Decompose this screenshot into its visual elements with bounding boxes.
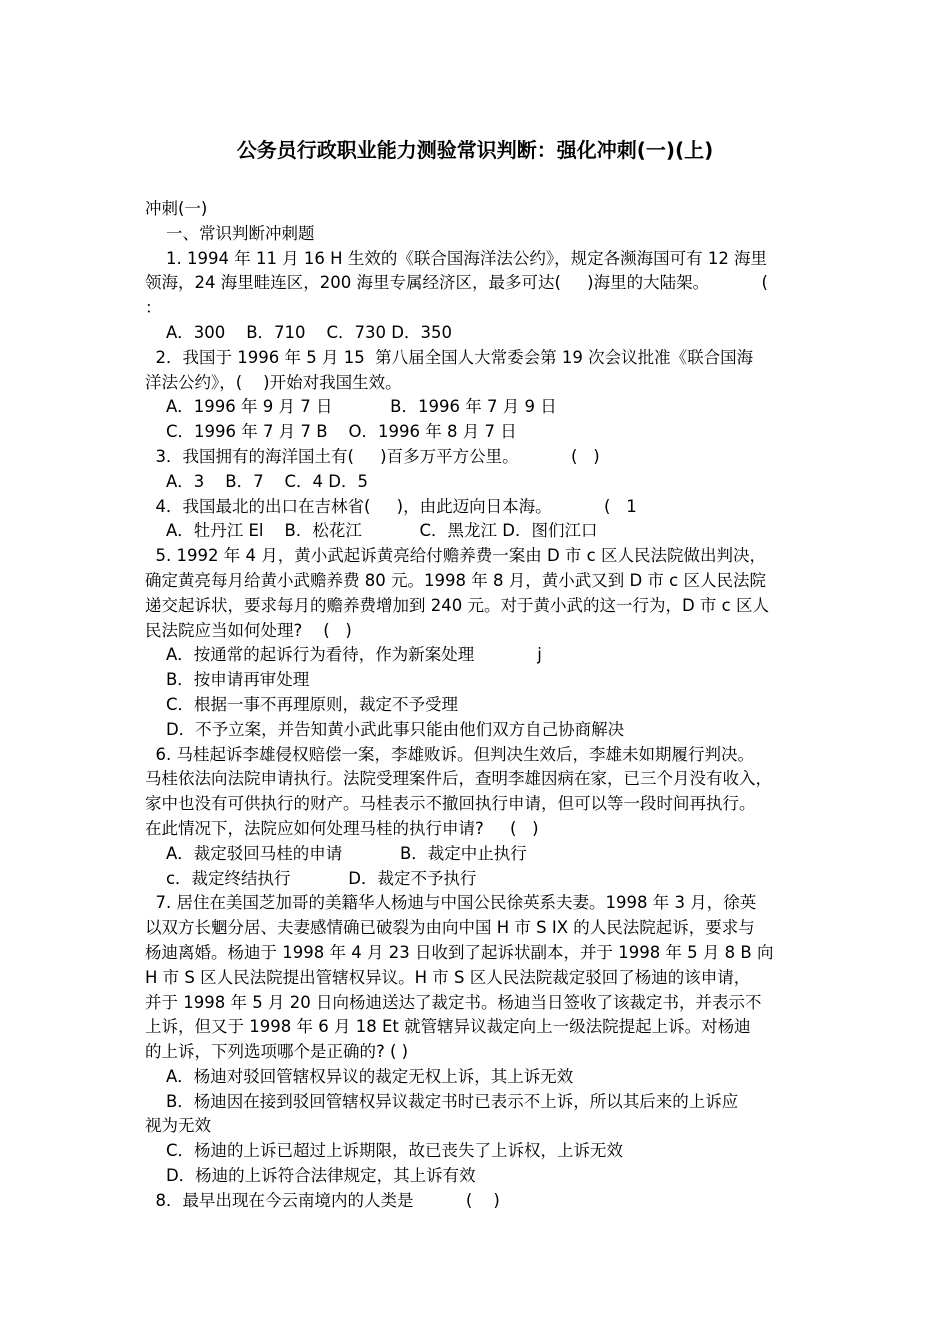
text-line: B．按申请再审处理 bbox=[145, 670, 310, 690]
text-line: A．裁定驳回马桂的申请 B．裁定中止执行 bbox=[145, 843, 527, 863]
text-line: B．杨迪因在接到驳回管辖权异议裁定书时已表示不上诉，所以其后来的上诉应 bbox=[145, 1091, 739, 1111]
document-title: 公务员行政职业能力测验常识判断：强化冲刺(一)(上) bbox=[236, 138, 714, 162]
text-line: C．1996 年 7 月 7 B O．1996 年 8 月 7 日 bbox=[145, 422, 517, 442]
text-line: 一、常识判断冲刺题 bbox=[145, 223, 315, 243]
text-line: 上诉，但又于 1998 年 6 月 18 Et 就管辖异议裁定向上一级法院提起上诉。对杨迪 bbox=[145, 1017, 751, 1037]
text-line: 家中也没有可供执行的财产。马桂表示不撤回执行申请，但可以等一段时间再执行。 bbox=[145, 794, 756, 814]
text-line: 的上诉，下列选项哪个是正确的? ( ) bbox=[145, 1042, 409, 1062]
text-line: 在此情况下，法院应如何处理马桂的执行申请? ( ) bbox=[145, 818, 539, 838]
text-line: A．按通常的起诉行为看待，作为新案处理 j bbox=[145, 645, 542, 665]
text-line: 民法院应当如何处理? ( ) bbox=[145, 620, 352, 640]
text-line: 领海，24 海里畦连区，200 海里专属经济区，最多可达( )海里的大陆架。 ( bbox=[145, 273, 768, 293]
text-line: 冲刺(一) bbox=[145, 199, 208, 218]
text-line: 以双方长魍分居、夫妻感情确已破裂为由向中国 H 市 S IX 的人民法院起诉，要求与 bbox=[145, 918, 755, 938]
text-line: 洋法公约》，( )开始对我国生效。 bbox=[145, 372, 402, 392]
text-line: A．杨迪对驳回管辖权异议的裁定无权上诉，其上诉无效 bbox=[145, 1066, 574, 1086]
text-line: 视为无效 bbox=[145, 1116, 211, 1136]
text-line: 1. 1994 年 11 月 16 H 生效的《联合国海洋法公约》，规定各濒海国可有 12 海里 bbox=[145, 248, 768, 268]
text-line: D．不予立案，并告知黄小武此事只能由他们双方自己协商解决 bbox=[145, 719, 625, 739]
text-line: 并于 1998 年 5 月 20 日向杨迪送达了裁定书。杨迪当日签收了该裁定书，并表示不 bbox=[145, 992, 762, 1012]
text-line: H 市 S 区人民法院提出管辖权异议。H 市 S 区人民法院裁定驳回了杨迪的该申请， bbox=[145, 967, 751, 987]
text-line: A．牡丹江 El B．松花江 C．黑龙江 D．图们江口 bbox=[145, 521, 598, 541]
text-line: C．杨迪的上诉已超过上诉期限，故已丧失了上诉权，上诉无效 bbox=[145, 1141, 624, 1161]
text-line: 递交起诉状，要求每月的赡养费增加到 240 元。对于黄小武的这一行为，D 市 c 区人 bbox=[145, 595, 769, 615]
text-line: D．杨迪的上诉符合法律规定，其上诉有效 bbox=[145, 1166, 476, 1186]
text-line: ： bbox=[145, 298, 162, 318]
text-line: 8．最早出现在今云南境内的人类是 ( ) bbox=[145, 1190, 500, 1210]
document-body bbox=[145, 197, 815, 1214]
text-line: 6. 马桂起诉李雄侵权赔偿一案，李雄败诉。但判决生效后，李雄未如期履行判决。 bbox=[145, 744, 754, 764]
text-line: 马桂依法向法院申请执行。法院受理案件后，查明李雄因病在家，已三个月没有收入， bbox=[145, 769, 772, 789]
text-line: 4．我国最北的出口在吉林省( )，由此迈向日本海。 ( 1 bbox=[145, 496, 637, 516]
text-line: c．裁定终结执行 D．裁定不予执行 bbox=[145, 868, 477, 888]
text-line: C．根据一事不再理原则，裁定不予受理 bbox=[145, 694, 459, 714]
text-line: A．3 B．7 C．4 D．5 bbox=[145, 471, 369, 491]
text-line: 2．我国于 1996 年 5 月 15 第八届全国人大常委会第 19 次会议批准《联合国海 bbox=[145, 347, 754, 367]
text-line: 5. 1992 年 4 月，黄小武起诉黄亮给付赡养费一案由 D 市 c 区人民法院做出判决， bbox=[145, 546, 766, 566]
text-line: A．300 B．710 C．730 D．350 bbox=[145, 322, 452, 342]
text-line: A．1996 年 9 月 7 日 B．1996 年 7 月 9 日 bbox=[145, 397, 557, 417]
text-line: 3．我国拥有的海洋国土有( )百多万平方公里。 ( ) bbox=[145, 446, 600, 466]
text-line: 7. 居住在美国芝加哥的美籍华人杨迪与中国公民徐英系夫妻。1998 年 3 月，徐英 bbox=[145, 893, 757, 913]
text-line: 杨迪离婚。杨迪于 1998 年 4 月 23 日收到了起诉状副本，并于 1998 年 5 月 8 B 向 bbox=[145, 942, 774, 962]
text-line: 确定黄亮每月给黄小武赡养费 80 元。1998 年 8 月，黄小武又到 D 市 c 区人民法院 bbox=[145, 570, 766, 590]
